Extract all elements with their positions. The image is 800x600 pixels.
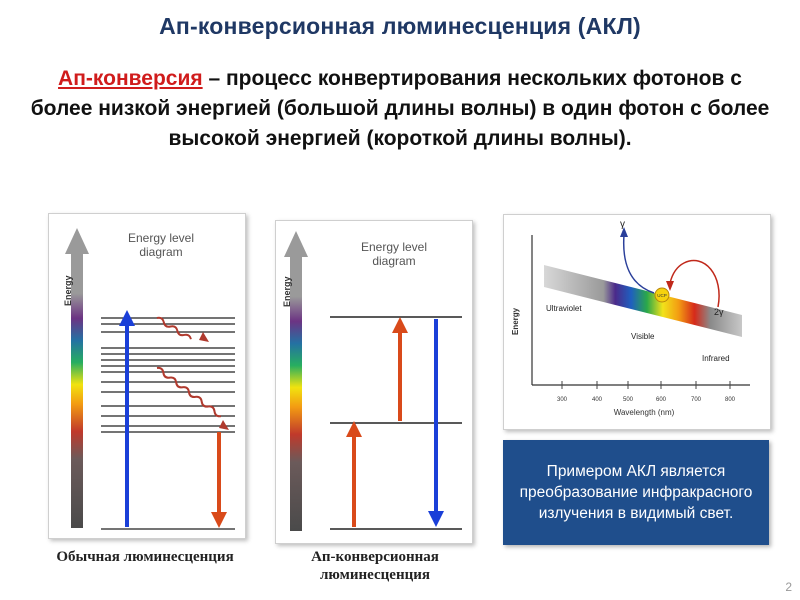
energy-axis-label: Energy	[63, 275, 73, 306]
example-callout	[503, 440, 769, 545]
absorption-arrowhead-2	[392, 317, 408, 333]
caption-upconversion-line2: люминесценция	[319, 567, 431, 583]
diagram-heading-line2: diagram	[372, 254, 416, 268]
x-tick-label: 400	[591, 397, 603, 403]
x-tick-label: 300	[556, 397, 568, 403]
x-tick-label: 600	[655, 397, 667, 403]
diagram-heading-line1: Energy level	[127, 231, 195, 245]
energy-axis-label: Energy	[282, 276, 292, 307]
ucp-label: UCP	[657, 293, 667, 298]
output-photon-arrow	[624, 235, 654, 293]
x-axis-label: Wavelength (nm)	[613, 408, 675, 417]
energy-diagram-upconversion	[276, 221, 472, 543]
panel-wavelength-diagram	[503, 214, 771, 430]
example-text: Примером АКЛ является преобразование инфракрасного излучения в видимый свет.	[519, 463, 753, 522]
gamma-label: γ	[620, 219, 625, 230]
emission-arrowhead	[428, 511, 444, 527]
definition-body: – процесс конвертирования нескольких фотонов с более низкой энергией (большой длины волны) в один фотон с более высокой энергией (короткой длины волны).	[30, 67, 770, 150]
caption-ordinary: Обычная люминесценция	[56, 549, 234, 565]
two-gamma-label: 2γ	[714, 307, 724, 317]
definition-text	[30, 64, 770, 154]
diagram-heading-line2: diagram	[139, 245, 183, 259]
x-tick-label: 800	[724, 397, 736, 403]
band-label-visible: Visible	[631, 332, 655, 341]
panel-upconversion-luminescence	[275, 220, 473, 544]
slide-title: Ап-конверсионная люминесценция (АКЛ)	[159, 13, 641, 39]
wavelength-energy-diagram	[504, 215, 770, 429]
wave-arrowhead-1	[199, 332, 209, 342]
energy-axis-arrowhead	[284, 231, 308, 257]
emission-arrowhead	[211, 512, 227, 528]
input-photon-arrowhead	[666, 281, 674, 291]
energy-levels	[330, 317, 462, 529]
spectrum-band	[544, 265, 742, 337]
band-label-ultraviolet: Ultraviolet	[546, 304, 582, 313]
y-axis-label: Energy	[511, 307, 520, 335]
x-tick-label: 700	[690, 397, 702, 403]
band-label-infrared: Infrared	[702, 354, 730, 363]
definition-term: Ап-конверсия	[58, 67, 203, 90]
nonradiative-wave-1	[156, 316, 192, 341]
diagram-heading-line1: Energy level	[360, 240, 428, 254]
energy-levels	[101, 318, 235, 529]
energy-diagram-ordinary	[49, 214, 245, 538]
slide-number: 2	[785, 580, 792, 594]
caption-upconversion-line1: Ап-конверсионная	[311, 549, 439, 565]
panel-ordinary-luminescence	[48, 213, 246, 539]
energy-axis-arrowhead	[65, 228, 89, 254]
caption-upconversion	[270, 548, 480, 584]
wave-arrowhead-2	[219, 420, 229, 430]
x-tick-label: 500	[622, 397, 634, 403]
